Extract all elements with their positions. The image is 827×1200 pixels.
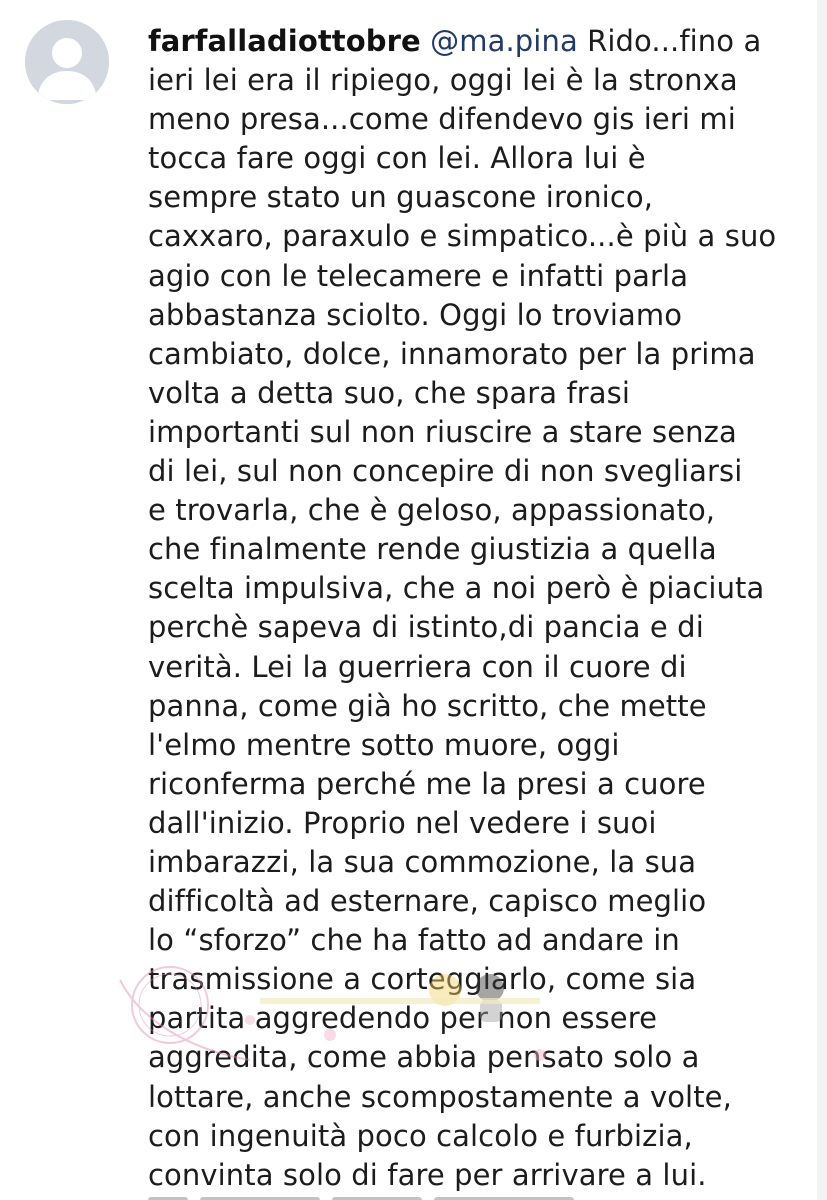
default-profile-icon — [25, 20, 109, 104]
comment-line: di lei, sul non concepire di non svegliarsi — [148, 454, 743, 489]
comment-text: Rido...fino a — [587, 24, 762, 58]
comment-line: perchè sapeva di istinto,di pancia e di — [148, 610, 704, 645]
comment-line: convinta solo di fare per arrivare a lui. — [148, 1157, 707, 1192]
comment-line: scelta impulsiva, che a noi però è piaciuta — [148, 571, 765, 606]
comment-line: partita aggredendo per non essere — [148, 1001, 658, 1036]
comment-line: che finalmente rende giustizia a quella — [148, 532, 717, 567]
comment-line: e trovarla, che è geloso, appassionato, — [148, 493, 716, 528]
comment-line: riconferma perché me la presi a cuore — [148, 766, 706, 801]
next-comment-cut-off — [148, 1188, 598, 1200]
comment-line: ieri lei era il ripiego, oggi lei è la stronxa — [148, 63, 738, 98]
comment-line: verità. Lei la guerriera con il cuore di — [148, 649, 687, 684]
comment-line: panna, come già ho scritto, che mette — [148, 688, 707, 723]
comment-line: cambiato, dolce, innamorato per la prima — [148, 336, 756, 371]
watermark-logo — [100, 960, 560, 1070]
comment-line: importanti sul non riuscire a stare senza — [148, 414, 737, 449]
username[interactable]: farfalladiottobre — [148, 24, 421, 58]
comment-line: aggredita, come abbia pensato solo a — [148, 1040, 700, 1075]
comment-line: caxxaro, paraxulo e simpatico...è più a suo — [148, 219, 777, 254]
comment-line: agio con le telecamere e infatti parla — [148, 258, 689, 293]
comment-line: lo “sforzo” che ha fatto ad andare in — [148, 923, 680, 958]
comment-line: imbarazzi, la sua commozione, la sua — [148, 844, 697, 879]
comment-line: l'elmo mentre sotto muore, oggi — [148, 727, 620, 762]
comment-line: con ingenuità poco calcolo e furbizia, — [148, 1118, 693, 1153]
mention-link[interactable]: @ma.pina — [430, 24, 578, 58]
comment-line: abbastanza sciolto. Oggi lo troviamo — [148, 297, 683, 332]
comment-line: lottare, anche scompostamente a volte, — [148, 1079, 732, 1114]
comment-line: difficoltà ad esternare, capisco meglio — [148, 884, 707, 919]
avatar[interactable] — [25, 20, 109, 104]
comment-line: dall'inizio. Proprio nel vedere i suoi — [148, 805, 657, 840]
comment-line: trasmissione a corteggiarlo, come sia — [148, 962, 697, 997]
comment-line — [148, 22, 814, 61]
comment-line: meno presa...come difendevo gis ieri mi — [148, 102, 736, 137]
comment-line: sempre stato un guascone ironico, — [148, 180, 654, 215]
right-edge — [817, 0, 827, 1200]
comment-line: tocca fare oggi con lei. Allora lui è — [148, 141, 646, 176]
comment-line: volta a detta suo, che spara frasi — [148, 375, 631, 410]
